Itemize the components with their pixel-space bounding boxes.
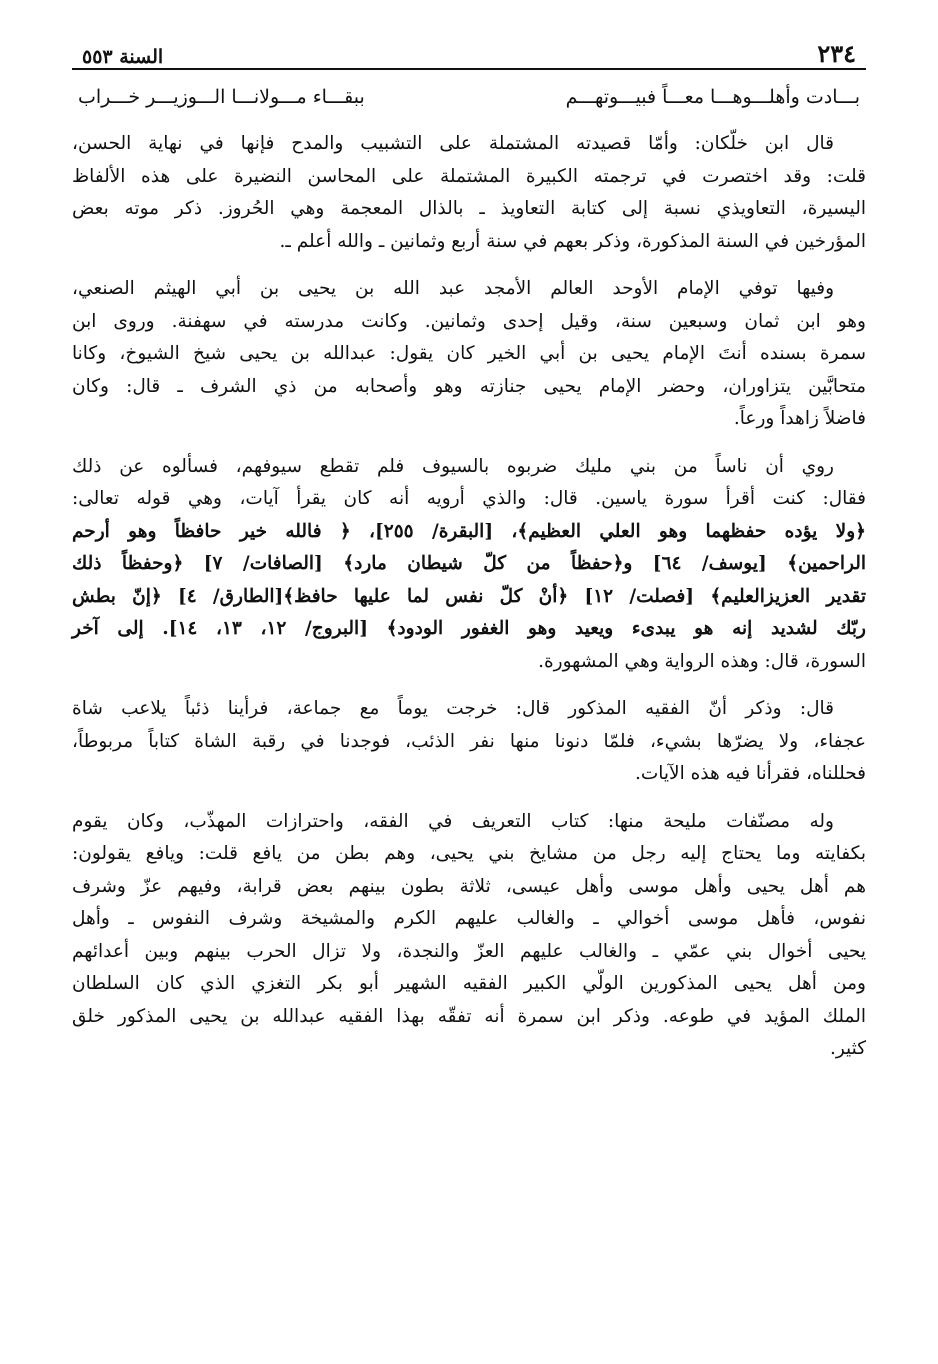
text-line: فاضلاً زاهداً ورعاً. [733, 408, 866, 429]
verse-first-hemistich: بـــادت وأهلـــوهـــا معـــاً فبيـــوتهـــم [565, 86, 860, 108]
paragraph-ibn-khallikan [72, 128, 866, 258]
text-line: قلت: وقد اختصرت في ترجمته الكبيرة المشتملة على المحاسن النضيرة على هذه الألفاظ [72, 165, 866, 187]
text-line: عجفاء، ولا يضرّها بشيء، فلمّا دنونا منها نفر الذئب، فوجدنا في رقبة الشاة كتاباً مربوطاً، [72, 730, 866, 752]
book-page [72, 28, 866, 1066]
text-line: الملك المؤيد في طوعه. وذكر ابن سمرة أنه تفقّه بهذا الفقيه عبدالله بن يحيى المذكور خلق [72, 1005, 866, 1027]
poetry-verse [72, 80, 866, 114]
text-line: فحللناه، فقرأنا فيه هذه الآيات. [634, 763, 866, 784]
quran-verse-line: ﴿ولا يؤده حفظهما وهو العلي العظيم﴾، [البقرة/ ٢٥٥]، ﴿ فالله خير حافظاً وهو أرحم [72, 520, 866, 542]
text-line: المؤرخين في السنة المذكورة، وذكر بعهم في سنة أربع وثمانين ـ والله أعلم ـ. [279, 230, 866, 252]
text-line: ومن أهل يحيى المذكورين الولّي الكبير الفقيه الشهير أبو بكر التغزي الذي كان السلطان [72, 973, 866, 994]
text-line: وله مصنّفات مليحة منها: كتاب التعريف في الفقه، واحترازات المهذّب، وكان يقوم [72, 810, 834, 832]
quran-verse-line: تقدير العزيزالعليم﴾ [فصلت/ ١٢] ﴿أنْ كلّ نفس لما عليها حافظ﴾[الطارق/ ٤] ﴿إنّ بطش [72, 585, 866, 607]
text-line: سمرة بسنده أنتَ الإمام يحيى بن أبي الخير كان يقول: عبدالله بن يحيى شيخ الشيوخ، وكانا [72, 343, 866, 364]
text-line: فقال: كنت أقرأ سورة ياسين. قال: والذي أرويه أنه كان يقرأ آيات، وهي قوله تعالى: [72, 488, 866, 509]
text-line: هم أهل يحيى وأهل موسى وأهل عيسى، ثلاثة بطون بينهم بعض قرابة، وفيهم عزّ وشرف [72, 875, 866, 897]
paragraph-swords-story [72, 451, 866, 679]
page-number: ٢٣٤ [817, 39, 856, 68]
text-line: وهو ابن ثمان وسبعين سنة، وقيل إحدى وثمانين. وكانت مدرسته في سهفنة. وروى ابن [72, 310, 866, 332]
paragraph-obituary [72, 273, 866, 436]
paragraph-wolf-story [72, 693, 866, 791]
year-label: السنة ٥٥٣ [82, 46, 164, 68]
quran-verse-line: الراحمين﴾ [يوسف/ ٦٤] و﴿حفظاً من كلّ شيطان مارد﴾ [الصافات/ ٧] ﴿وحفظاً ذلك [72, 553, 866, 574]
running-header [72, 28, 866, 70]
text-line: السورة، قال: وهذه الرواية وهي المشهورة. [538, 650, 866, 672]
text-line: متحابَّين يتزاوران، وحضر الإمام يحيى جنازته وهو وأصحابه من ذي الشرف ـ قال: وكان [72, 375, 866, 397]
text-line: روي أن ناساً من بني مليك ضربوه بالسيوف فلم تقطع سيوفهم، فسألوه عن ذلك [72, 455, 834, 477]
text-line: بكفايته وما يحتاج إليه رجل من مشايخ بني يحيى، وهم بطن من يافع قلت: ويافع يقولون: [72, 843, 866, 864]
verse-second-hemistich: ببقـــاء مـــولانـــا الـــوزيـــر خـــراب [78, 86, 365, 108]
text-line: كثير. [829, 1038, 866, 1059]
text-line: نفوس، فأهل موسى أخوالي ـ والغالب عليهم الكرم والمشيخة وشرف النفوس ـ وأهل [72, 908, 866, 929]
text-line: اليسيرة، التعاويذي نسبة إلى كتابة التعاويذ ـ بالذال المعجمة وهي الحُروز. ذكر موته بعض [72, 198, 866, 219]
paragraph-works [72, 806, 866, 1066]
text-line: وفيها توفي الإمام الأوحد العالم الأمجد عبد الله بن يحيى بن أبي الهيثم الصنعي، [72, 278, 834, 299]
text-line: يحيى أخوال بني عمّي ـ والغالب عليهم العزّ والنجدة، ولا تزال الحرب بينهم وبين أعدائهم [72, 940, 866, 962]
quran-verse-line: ربّك لشديد إنه هو يبدىء ويعيد وهو الغفور الودود﴾ [البروج/ ١٢، ١٣، ١٤]. إلى آخر [72, 618, 866, 639]
text-line: قال ابن خلّكان: وأمّا قصيدته المشتملة على التشبيب والمدح فإنها في نهاية الحسن، [72, 133, 834, 154]
text-line: قال: وذكر أنّ الفقيه المذكور قال: خرجت يوماً مع جماعة، فرأينا ذئباً يلاعب شاة [72, 698, 834, 719]
